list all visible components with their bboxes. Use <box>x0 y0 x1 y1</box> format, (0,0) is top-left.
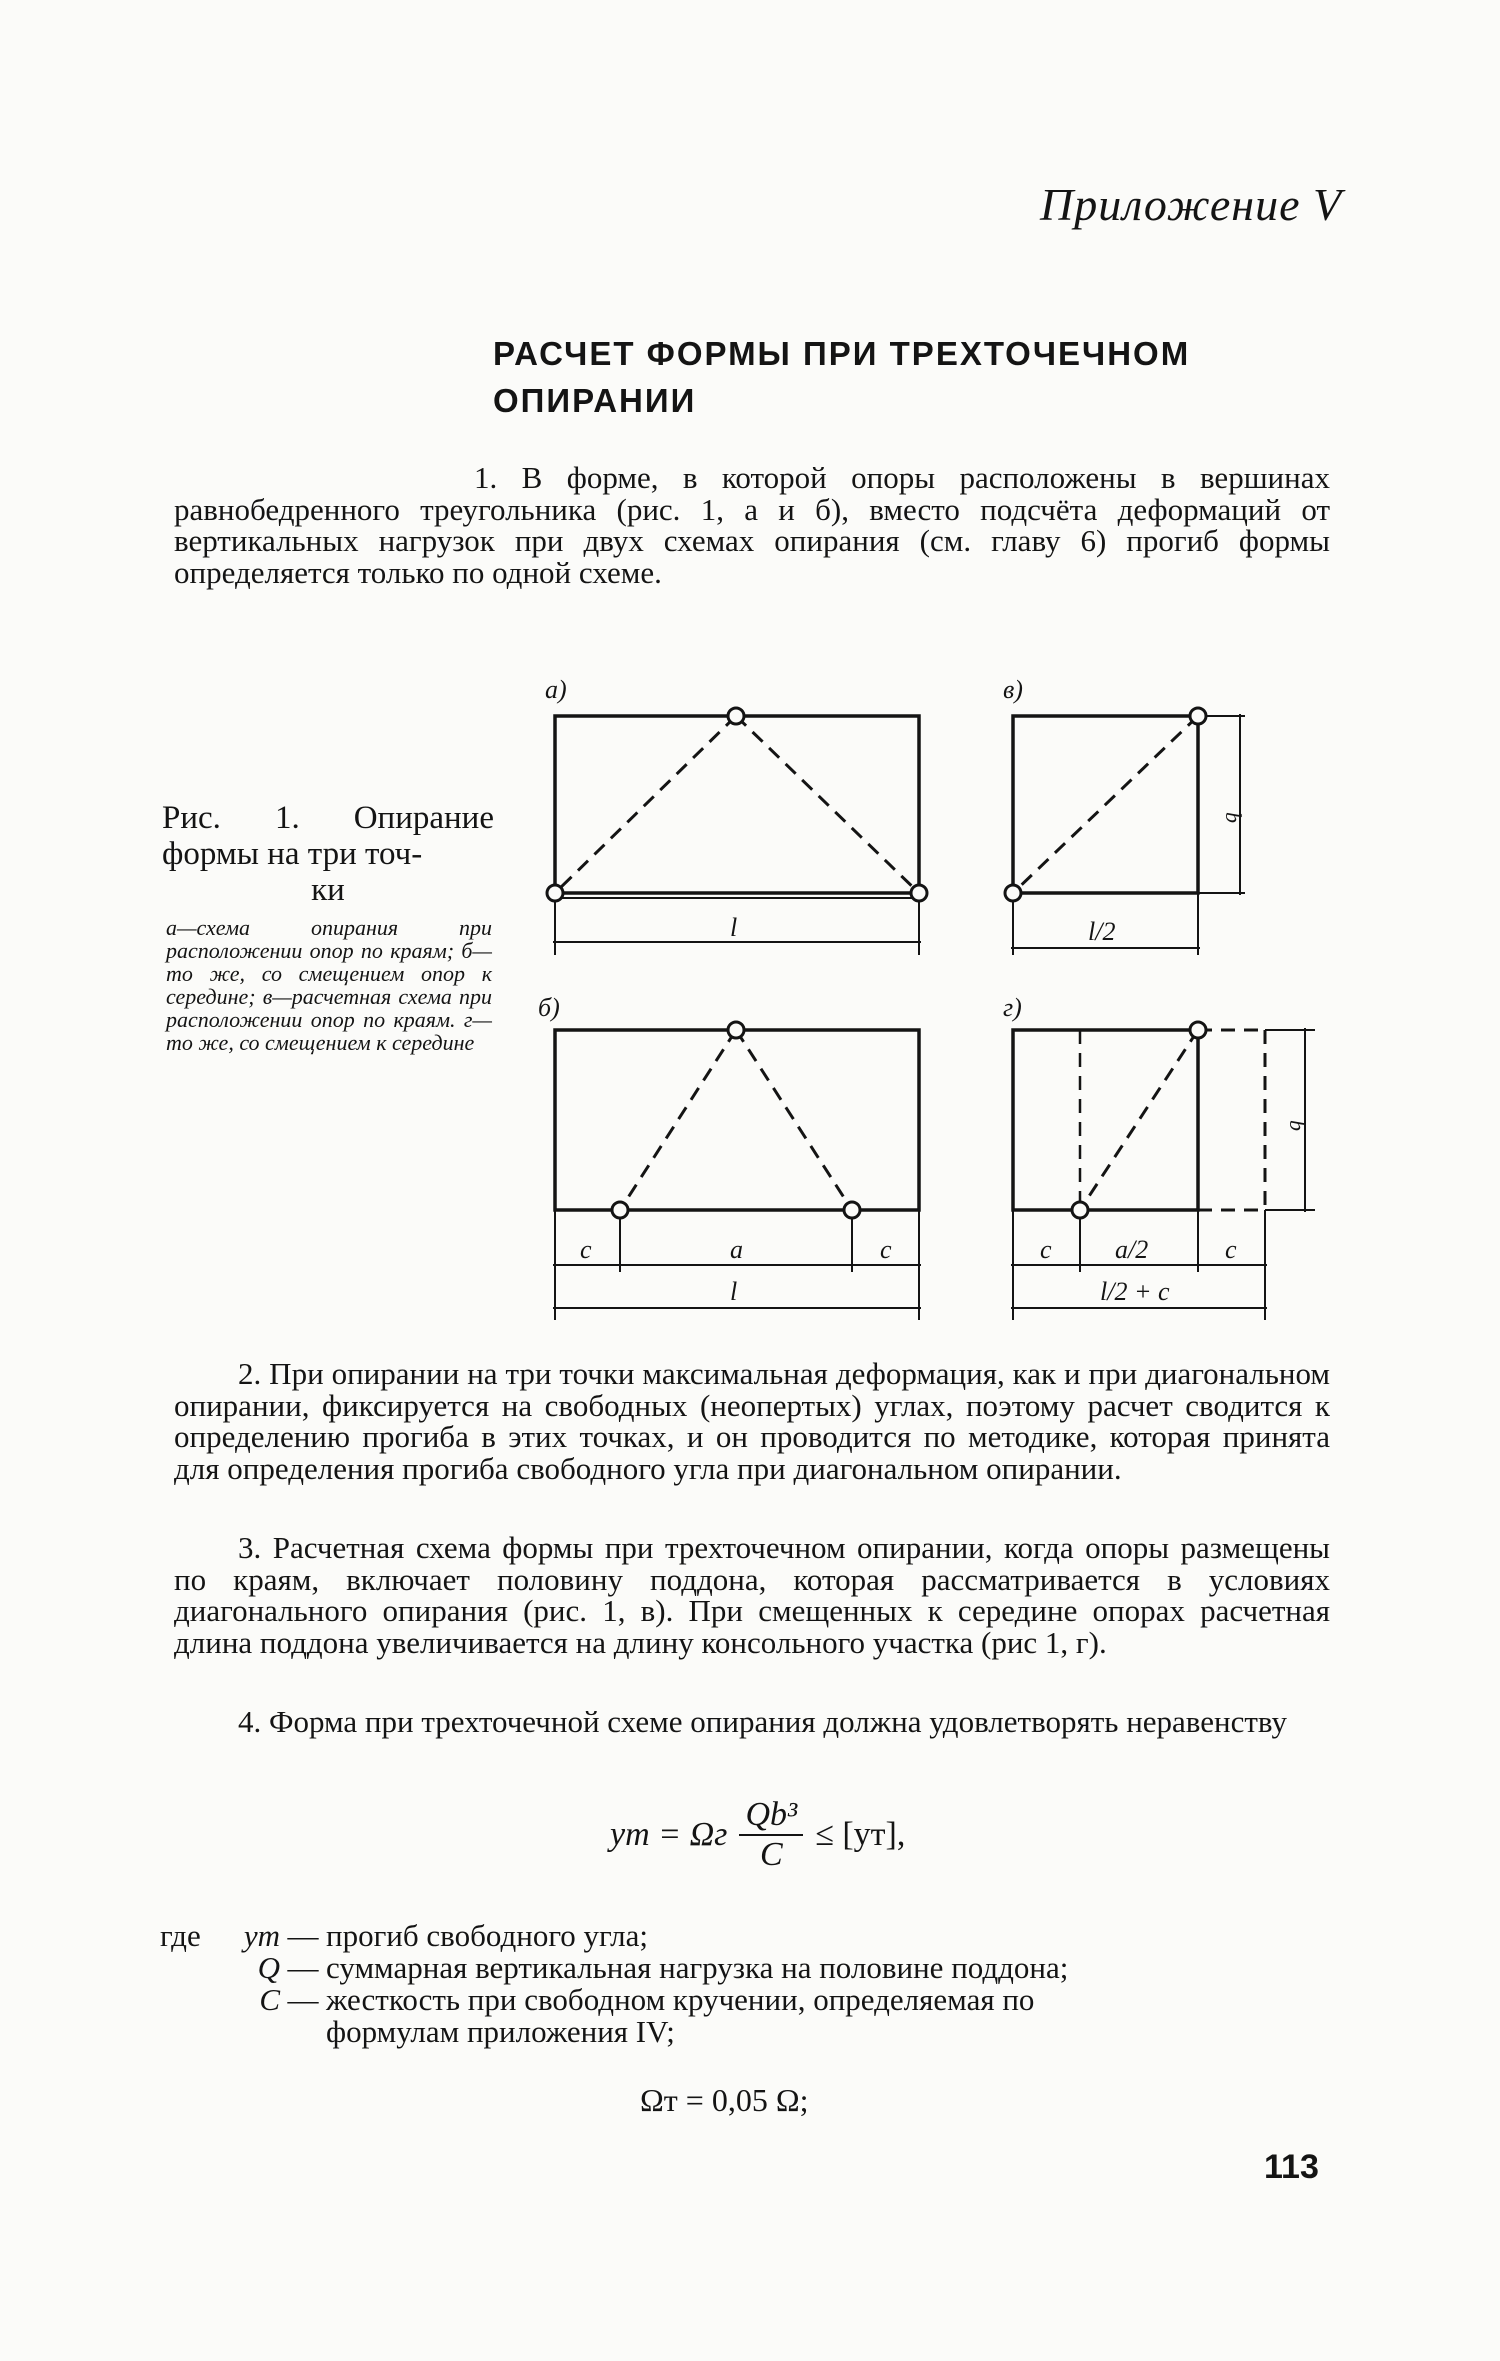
label-v: в) <box>1003 675 1023 704</box>
legend-text: прогиб свободного угла; <box>326 1918 649 1953</box>
legend-dash: — <box>287 1950 319 1985</box>
label-b: б) <box>538 993 560 1022</box>
paragraph-4: 4. Форма при трехточечной схеме опирания должна удовлетворять неравенству <box>238 1704 1287 1739</box>
panel-b <box>553 1022 921 1320</box>
title-line-1: РАСЧЕТ ФОРМЫ ПРИ ТРЕХТОЧЕЧНОМ <box>493 335 1191 372</box>
legend-dash: — <box>287 1982 319 2017</box>
formula-rhs: ≤ [yт], <box>815 1816 906 1853</box>
legend-dash: — <box>287 1918 319 1953</box>
legend-prefix <box>160 2016 226 2048</box>
dim-c-left-b: c <box>580 1235 592 1264</box>
legend-row <box>160 2016 1330 2048</box>
figure-1-diagram <box>520 660 1340 1340</box>
dim-l-a: l <box>730 913 738 942</box>
legend-prefix <box>160 1984 226 2016</box>
dim-l2-v: l/2 <box>1088 917 1116 946</box>
dim-a2-g: a/2 <box>1115 1235 1149 1264</box>
panel-g <box>1011 1022 1315 1320</box>
title-line-2: ОПИРАНИИ <box>493 382 697 419</box>
formula-legend <box>160 1920 1330 2048</box>
legend-prefix <box>160 1952 226 1984</box>
legend-row <box>160 1984 1330 2016</box>
legend-symbol <box>226 2016 280 2048</box>
page-number: 113 <box>1264 2148 1319 2186</box>
dim-c-right-g: c <box>1225 1235 1237 1264</box>
caption-title-line-b: ки <box>311 872 345 908</box>
dim-a-b: a <box>730 1235 743 1264</box>
paragraph-1: 1. В форме, в которой опоры расположены в вершинах равнобедренного треугольника (рис. 1, а и б), вместо подсчёта деформаций от вертикальных нагрузок при двух схемах опирания (см. главу 6) прогиб формы определяется только по одной схеме. <box>174 460 1330 590</box>
label-g: г) <box>1003 993 1022 1022</box>
dim-c-right-b: c <box>880 1235 892 1264</box>
legend-row <box>160 1920 1330 1952</box>
formula-fraction <box>739 1796 803 1874</box>
legend-symbol: C <box>259 1982 280 2017</box>
legend-symbol: Q <box>257 1950 280 1985</box>
formula-denominator: C <box>759 1836 783 1873</box>
dim-l2c-g: l/2 + c <box>1100 1277 1170 1306</box>
legend-text: жесткость при свободном кручении, определяемая по <box>326 1982 1035 2017</box>
legend-text: формулам приложения IV; <box>326 2014 675 2049</box>
caption-title-line-a: Рис. 1. Опирание формы на три точ- <box>162 800 494 872</box>
legend-prefix: где <box>160 1918 201 1953</box>
figure-caption-body: а—схема опирания при расположении опор по краям; б—то же, со смещением опор к середине; в—расчетная схема при расположении опор по краям. г—то же, со смещением к середине <box>166 915 492 1055</box>
paragraph-3: 3. Расчетная схема формы при трехточечном опирании, когда опоры размещены по краям, включает половину поддона, которая рассматривается в условиях диагонального опирания (рис. 1, в). При смещенных к середине опорах расчетная длина поддона увеличивается на длину консольного участка (рис 1, г). <box>174 1530 1330 1660</box>
appendix-heading: Приложение V <box>1040 179 1343 230</box>
legend-symbol: yт <box>243 1918 280 1953</box>
dim-b-g: b <box>1285 1120 1310 1131</box>
legend-text: суммарная вертикальная нагрузка на половине поддона; <box>326 1950 1069 1985</box>
legend-dash <box>280 2016 326 2048</box>
panel-v <box>1005 708 1245 955</box>
section-title <box>493 330 1293 424</box>
formula-numerator: Qb³ <box>739 1796 803 1836</box>
legend-row <box>160 1952 1330 1984</box>
paragraph-2: 2. При опирании на три точки максимальная деформация, как и при диагональном опирании, фиксируется на свободных (неопертых) углах, поэтому расчет сводится к определению прогиба в этих точках, и он проводится по методике, которая принята для определения прогиба свободного угла при диагональном опирании. <box>174 1356 1330 1486</box>
formula <box>610 1796 905 1874</box>
omega-formula: Ωт = 0,05 Ω; <box>640 2082 809 2118</box>
figure-caption-title <box>162 800 494 908</box>
dim-c-left-g: c <box>1040 1235 1052 1264</box>
dim-b-v: b <box>1221 812 1246 823</box>
label-a: а) <box>545 675 567 704</box>
formula-lhs: yт = Ωг <box>610 1816 728 1853</box>
dim-l-b: l <box>730 1277 738 1306</box>
